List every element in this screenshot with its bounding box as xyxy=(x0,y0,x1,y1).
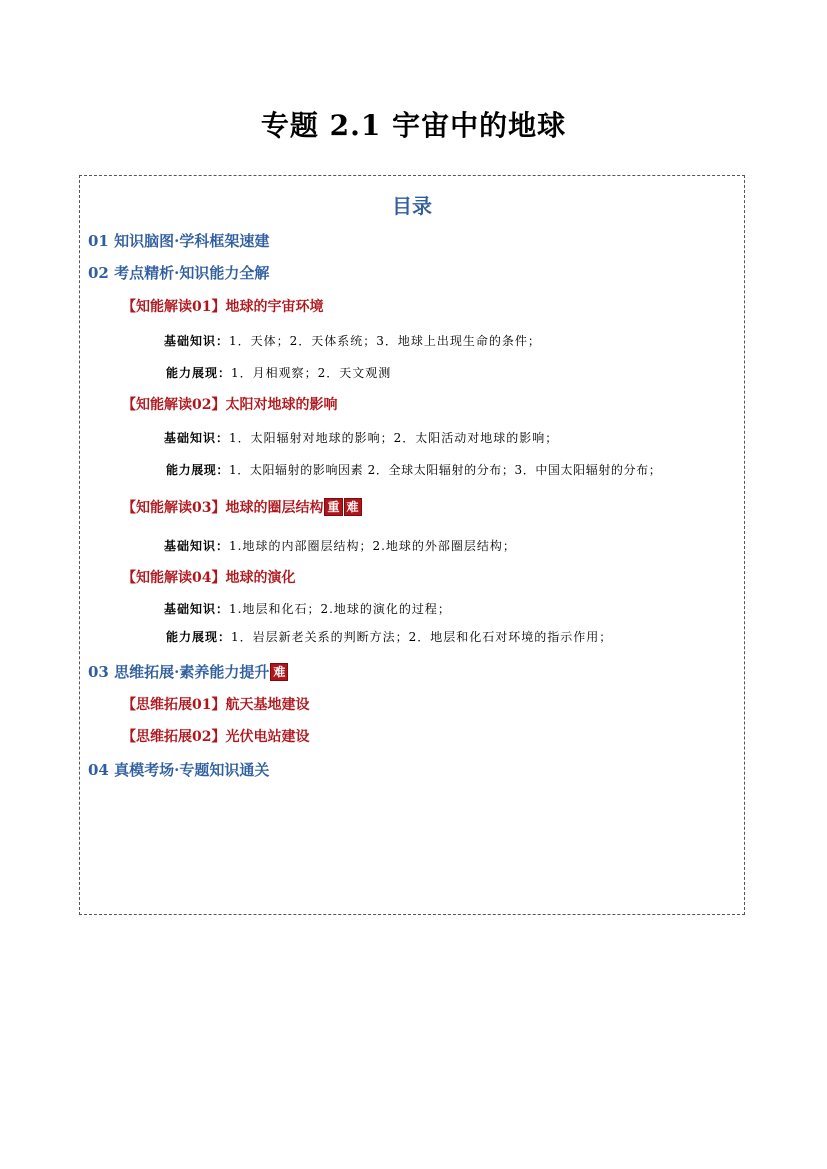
toc-line-ability xyxy=(166,628,612,645)
toc-line-basic xyxy=(164,429,558,446)
basic-label: 基础知识： xyxy=(164,431,230,445)
basic-label: 基础知识： xyxy=(164,539,230,553)
toc-line-basic xyxy=(164,600,451,617)
badge-difficult: 难 xyxy=(270,663,288,681)
basic-text: 1.地球的内部圈层结构；2.地球的外部圈层结构； xyxy=(229,539,516,553)
basic-text: 1．天体；2．天体系统；3．地球上出现生命的条件； xyxy=(229,334,541,348)
toc-subsection-expand-01[interactable]: 【思维拓展01】航天基地建设 xyxy=(122,697,310,713)
toc-subsection-01[interactable]: 【知能解读01】地球的宇宙环境 xyxy=(122,299,324,315)
toc-subsection-04[interactable]: 【知能解读04】地球的演化 xyxy=(122,570,296,586)
ability-text: 1．太阳辐射的影响因素 2．全球太阳辐射的分布；3．中国太阳辐射的分布； xyxy=(229,463,662,477)
toc-section-04[interactable]: 04 真模考场·专题知识通关 xyxy=(88,761,270,779)
badge-important: 重 xyxy=(324,498,342,516)
ability-text: 1．岩层新老关系的判断方法；2．地层和化石对环境的指示作用； xyxy=(231,630,613,644)
basic-label: 基础知识： xyxy=(164,334,230,348)
toc-box xyxy=(79,175,745,915)
toc-line-ability xyxy=(166,461,661,478)
toc-line-ability xyxy=(166,364,391,381)
toc-subsection-02[interactable]: 【知能解读02】太阳对地球的影响 xyxy=(122,397,338,413)
toc-section-01[interactable]: 01 知识脑图·学科框架速建 xyxy=(88,232,270,250)
toc-section-03[interactable] xyxy=(88,661,288,682)
subsection-title: 【知能解读03】地球的圈层结构 xyxy=(122,500,324,516)
ability-text: 1．月相观察；2．天文观测 xyxy=(231,366,392,380)
section-title: 03 思维拓展·素养能力提升 xyxy=(88,663,270,681)
basic-text: 1.地层和化石；2.地球的演化的过程； xyxy=(229,602,451,616)
basic-text: 1．太阳辐射对地球的影响；2．太阳活动对地球的影响； xyxy=(229,431,559,445)
toc-subsection-03[interactable] xyxy=(122,497,362,517)
toc-section-02[interactable]: 02 考点精析·知识能力全解 xyxy=(88,264,270,282)
ability-label: 能力展现： xyxy=(166,463,230,477)
toc-subsection-expand-02[interactable]: 【思维拓展02】光伏电站建设 xyxy=(122,729,310,745)
toc-line-basic xyxy=(164,332,541,349)
badge-difficult: 难 xyxy=(344,498,362,516)
toc-heading: 目录 xyxy=(392,194,432,218)
toc-line-basic xyxy=(164,537,516,554)
page-title: 专题 2.1 宇宙中的地球 xyxy=(260,109,567,142)
basic-label: 基础知识： xyxy=(164,602,230,616)
ability-label: 能力展现： xyxy=(166,366,232,380)
ability-label: 能力展现： xyxy=(166,630,232,644)
